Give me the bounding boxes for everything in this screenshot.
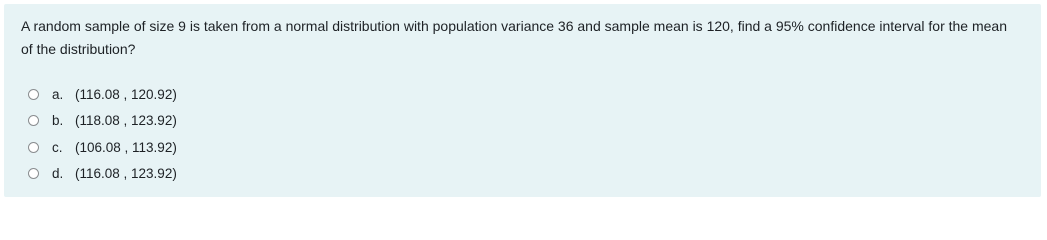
radio-button-a[interactable] (28, 89, 39, 100)
answer-option-c[interactable] (28, 134, 177, 161)
answer-option-b[interactable] (28, 108, 177, 135)
answer-option-a[interactable] (28, 81, 177, 108)
answer-letter-c: c. (52, 139, 63, 155)
question-text: A random sample of size 9 is taken from a normal distribution with population variance 36 and sample mean is 120, find a 95% confidence interval for the mean of the distribution? (21, 18, 1007, 57)
answer-letter-d: d. (52, 166, 64, 182)
answer-value-c: (106.08 , 113.92) (75, 139, 177, 155)
radio-button-c[interactable] (28, 142, 39, 153)
radio-button-b[interactable] (28, 115, 39, 126)
answer-letter-b: b. (52, 113, 64, 129)
answer-letter-a: a. (52, 86, 64, 102)
answer-value-d: (116.08 , 123.92) (75, 166, 177, 182)
radio-button-d[interactable] (28, 168, 39, 179)
answer-value-a: (116.08 , 120.92) (75, 86, 177, 102)
question-panel (4, 4, 1041, 197)
answer-option-d[interactable] (28, 161, 177, 188)
answer-options (28, 81, 177, 187)
answer-value-b: (118.08 , 123.92) (75, 113, 177, 129)
